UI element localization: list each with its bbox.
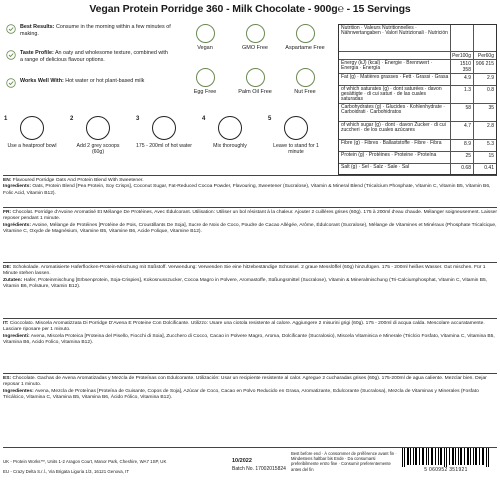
best-results-label: Best Results: — [20, 24, 55, 30]
section-it: IT: Cioccolato. Miscela Aromatizzata Di Porridge D'Avena E Proteine Con Dolcificante. Utilizzo: Usare una ciotola resistente al calore. Aggiungere 2 misurini grigi (60g). 175 - 200ml di acqua calda. Mescolare accuratamente. Lasciare riposare per 1 minuto. Ingredienti: Avena, Miscela Proteica [Proteina del Pisello, Fiocchi di Soia], Zucchero di Cocco, Cacao in Polvere Magro, Aroma, Dolcificante (Sucralosio), Miscela Vitaminica e Minerale (Triclcio Fosfato, Vitamina C, Vitamina B5, Vitamina B6, Acido Folico, Vitamina B12). — [3, 318, 497, 347]
barcode — [400, 448, 492, 474]
nutrition-row-fat: Fat (g) · Matières grasses · Fett · Grassi · Grasa 4.9 2.9 — [339, 73, 496, 86]
check-icon — [6, 24, 16, 34]
best-results-text: Consume in the morning within a few minutes of making. — [20, 24, 171, 37]
aspartame-free-icon — [296, 24, 315, 43]
nutrition-row-energy: Energy (kJ) (kcal) · Énergie · Brennwert · Energia · Energía 1510 358 906 215 — [341, 60, 494, 73]
gmo-free-badge: GMO Free — [230, 24, 280, 51]
timer-icon — [284, 116, 308, 140]
nutrition-table — [338, 24, 497, 175]
nutrition-row-saturates: of which saturates (g) · dont saturées · davon gesättigte · di cui saturi · de las cuales saturadas 1.3 0.8 — [341, 86, 494, 103]
barcode-icon — [400, 448, 492, 467]
nutrition-row-salt: Salt (g) · Sel · Salz · Sale · Sal 0.68 0.41 — [339, 163, 496, 175]
nutrition-row-sugar: of which sugar (g) · dont · davon Zucker · di cui zuccheri · de los cuales azúcares 4.7 2.8 — [339, 121, 496, 140]
step-5: 5 Leave to stand for 1 minute — [268, 116, 319, 155]
page-title: Vegan Protein Porridge 360 - Milk Chocolate - 900g℮ - 15 Servings — [89, 3, 411, 15]
nut-free-icon — [296, 68, 315, 87]
preparation-steps — [2, 116, 338, 168]
taste-profile-text: An oaty and wholesome texture, combined with a range of delicious flavour options. — [20, 50, 168, 63]
nutrition-row-carbs: Carbohydrates (g) · Glucides · Kohlenhydrate · Carboidrati · Carbohidratos 58 35 — [339, 103, 496, 122]
bowl-icon — [20, 116, 44, 140]
diet-badges — [180, 24, 330, 110]
palm-oil-free-badge: Palm Oil Free — [230, 68, 280, 95]
check-icon — [6, 50, 16, 60]
step-2: 2 Add 2 grey scoops (60g) — [70, 116, 120, 155]
col-per100g: Per100g — [452, 53, 471, 59]
col-per60g: Per60g — [477, 53, 494, 59]
footer-batch-date: 10/2022 — [232, 458, 252, 464]
nutrition-row-fibre: Fibre (g) · Fibres · Ballaststoffe · Fibre · Fibra 8.9 5.3 — [339, 139, 496, 152]
works-well-label: Works Well With: — [20, 78, 64, 84]
footer-batch-no: Batch No. 17002015824 — [232, 466, 286, 472]
step-1: 1 Use a heatproof bowl — [4, 116, 57, 149]
kettle-icon — [152, 116, 176, 140]
footer-address-eu: EU - Crazy Delta S.r.l., Via Brigata Liguria 1/3, 16121 Genova, IT — [3, 469, 130, 474]
egg-free-badge: Egg Free — [180, 68, 230, 95]
scoop-icon — [86, 116, 110, 140]
gmo-free-icon — [246, 24, 265, 43]
leaf-icon — [196, 24, 215, 43]
section-de: DE: Schokolade. Aromatisierte Haferflocken-Protein-Mischung mit Süßstoff. Verwendung: Verwenden Sie eine hitzebeständige Schüssel. 2 graue Messlöffel (60g) hinzufügen. 175 - 200ml heißes Wasser. Gut mischen. Für 1 Minute stehen lassen. Zutaten: Hafer, Proteinmischung [Erbsenprotein, Soja-Crispies], Kokosnusszucker, Cocoa Magro in Polvere, Aromastoffe, Süßungsmittel (Sucralose), Vitamin & Mineralmischung (Tri-Calciumphosphat, Vitamin C, Vitamin B5, Vitamin B6, Folsäure, Vitamin B12). — [3, 262, 497, 291]
works-well-text: Hot water or hot plant-based milk — [65, 78, 145, 84]
aspartame-free-badge: Aspartame Free — [280, 24, 330, 51]
footer-address-uk: UK - Protein Works™, Units 1-2 Aragon Court, Manor Park, Cheshire, WA7 1SP, UK — [3, 459, 167, 464]
section-es: ES: Chocolate. Gachas de Avena Aromatizadas y Mezcla de Proteínas con Edulcorante. Utilización: Usar un recipiente resistente al calor. Agregue 2 cucharadas grises (60g). 175-200ml de agua caliente. Mezclar bien. Dejar reposar 1 minuto. Ingredientes: Avena, Mezcla de Proteínas [Proteína de Guisante, Copos de Soja], Azúcar de Coco, Cacao en Polvo Reducido en Grasa, Aromatizante, Edulcorante (Sucralosa), Mezcla de Vitaminas y Minerales (Fosfato Tricálcico, Vitamina C, Vitamina B5, Vitamina B6, Ácido Fólico, Vitamina B12). — [3, 373, 497, 402]
nutrition-row-protein: Protein (g) · Protéines · Proteine · Proteína 25 15 — [339, 151, 496, 164]
section-en: EN: Flavoured Porridge Oats And Protein Blend With Sweetener. Ingredients: Oats, Protein Blend [Pea Protein, Soy Crisps], Coconut Sugar, Fat-Reduced Cocoa Powder, Flavouring, Sweetener (Sucralose), Vitamin & Mineral Blend (Tricalcium Phosphate, Vitamin C, Vitamin B5, Vitamin B6, Folic Acid, Vitamin B12). — [3, 175, 497, 197]
step-3: 3 175 - 200ml of hot water — [136, 116, 192, 149]
step-4: 4 Mix thoroughly — [202, 116, 247, 149]
taste-profile-label: Taste Profile: — [20, 50, 54, 56]
spoon-icon — [218, 116, 242, 140]
footer-best-before: Best before end · À consommer de préférence avant fin · Mindestens haltbar bis Ende · Da consumarsi preferibilmente entro fine · Consumir preferentemente antes del fin — [291, 451, 397, 472]
palm-oil-free-icon — [246, 68, 265, 87]
check-icon — [6, 78, 16, 88]
section-fr: FR: Chocolat. Porridge d'Avoine Aromatisé Et Mélange De Protéines, Avec Édulcorant. Utilisation: Utiliser un bol résistant à la chaleur. Ajouter 2 cuillères grises (60g). 175 à 200ml d'eau chaude. Mélanger soigneusement. Laisser reposer pendant 1 minute. Ingrédients: Avoine, Mélange de Protéines [Protéine de Pois, Croustillants De Soja], Sucre de Noix de Coco, Poudre de Cacao Allégée, Arôme, Édulcorant (Sucralose), Mélange de Vitamines et Minéraux (Phosphate Tricalcique, Vitamine C, Oxyde de Magnésium, Vitamine B5, Vitamine B6, Acide Folique, Vitamine B12). — [3, 207, 497, 236]
barcode-number: 5 060952 351921 — [424, 467, 468, 473]
nutrition-header: Nutrition · Valeurs Nutritionnelles · Nährwertangaben · Valori Nutrizionali · Nutrición — [341, 25, 448, 37]
vegan-badge: Vegan — [180, 24, 230, 51]
egg-free-icon — [196, 68, 215, 87]
nut-free-badge: Nut Free — [280, 68, 330, 95]
